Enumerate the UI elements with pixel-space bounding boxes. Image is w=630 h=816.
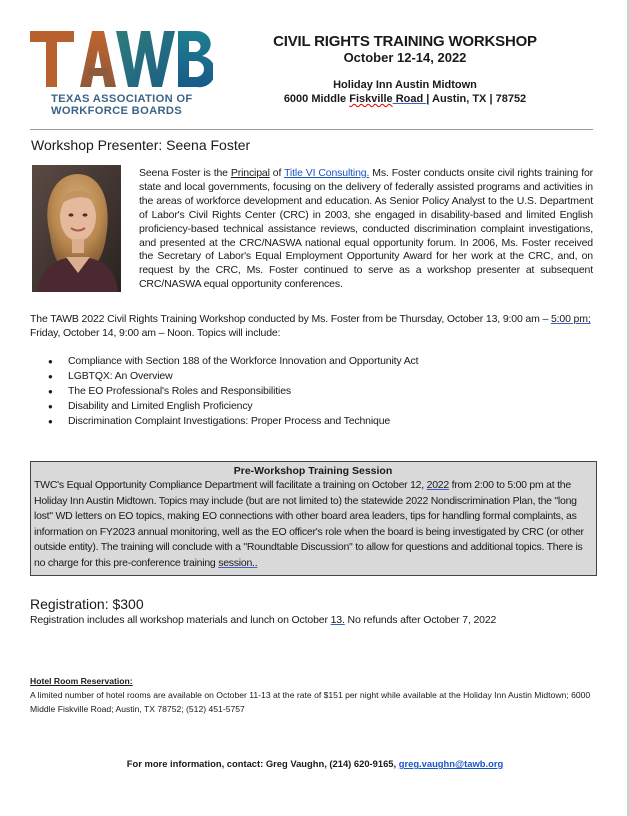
- presenter-portrait-icon: [32, 165, 121, 292]
- reg-date: 13.: [330, 614, 345, 626]
- presenter-photo: [32, 165, 121, 292]
- venue-name: Holiday Inn Austin Midtown: [333, 79, 477, 91]
- list-item: ● Discrimination Complaint Investigations: Proper Process and Technique: [48, 414, 418, 429]
- contact-email-link[interactable]: greg.vaughn@tawb.org: [398, 758, 504, 769]
- list-item: ● The EO Professional's Roles and Responsibilities: [48, 384, 418, 399]
- bio-text: Ms. Foster conducts onsite civil rights training for state and local governments, focusing on the delivery of federally assisted programs and activities in the areas of workforce development and education. As Senior Policy Analyst to the U.S. Department of Labor's Civil Rights Center (CRC) in 2003, she engaged in disability-based and limited English proficiency-based technical assistance reviews, conducted discrimination complaint investigations, and presented at the CRC/NASWA national equal opportunity forum. In 2006, Ms. Foster received the Secretary of Labor's Equal Employment Opportunity Award for her work at the CRC, and, on request by the CRC, Ms. Foster continued to serve as a workshop presenter at subsequent CRC/NASWA equal opportunity conferences.: [139, 167, 594, 291]
- venue-address: [255, 93, 555, 105]
- intro-time: 5:00 pm;: [550, 313, 591, 325]
- contact-text: For more information, contact: Greg Vaughn, (214) 620-9165,: [126, 758, 399, 769]
- tawb-logo: [28, 26, 213, 116]
- list-item: ● LGBTQX: An Overview: [48, 369, 418, 384]
- pre-workshop-title: Pre-Workshop Training Session: [233, 465, 393, 477]
- address-road: Road: [392, 93, 427, 105]
- bio-text: of: [269, 167, 285, 179]
- presenter-heading: Workshop Presenter: Seena Foster: [31, 137, 251, 153]
- workshop-title: CIVIL RIGHTS TRAINING WORKSHOP: [273, 33, 537, 50]
- address-part: 6000 Middle: [283, 93, 350, 105]
- reg-text: Registration includes all workshop materials and lunch on October: [30, 614, 331, 626]
- presenter-bio: [139, 167, 593, 292]
- address-city: | Austin, TX | 78752: [426, 93, 527, 105]
- title-vi-consulting-link[interactable]: Title VI Consulting.: [284, 167, 370, 179]
- intro-text: Friday, October 14, 9:00 am – Noon. Topics will include:: [30, 327, 281, 339]
- bio-principal: Principal: [230, 167, 270, 179]
- pre-text: from 2:00 to 5:00 pm at the Holiday Inn Austin Midtown. Topics may include (but are not limited to) the statewide 2022 Nondiscrimination Plan, the "long lost" WD letters on EO topics, making EO connections with other board area leaders, tips for handling formal complaints, as information on FY2023 annual monitoring, well as the EO officer's role when the board is being investigated by CRC (or other outside entity). The training will conclude with a "Roundtable Discussion" to allow for questions and additional topics. There is no charge for this pre-conference training: [34, 479, 584, 569]
- workshop-dates: October 12-14, 2022: [343, 50, 467, 65]
- tawb-wordmark-graphic: [28, 26, 213, 92]
- list-item: ● Disability and Limited English Proficiency: [48, 399, 418, 414]
- hotel-heading: Hotel Room Reservation:: [30, 676, 133, 686]
- topics-list: [48, 354, 418, 429]
- header-divider: [30, 129, 593, 130]
- workshop-intro: [30, 312, 595, 340]
- hotel-details: A limited number of hotel rooms are available on October 11-13 at the rate of $151 per night while available at the Holiday Inn Austin Midtown; 6000 Middle Fiskville Road; Austin, TX 78752; (512) 451-5757: [30, 690, 591, 714]
- pre-session: session..: [218, 556, 258, 569]
- pre-text: TWC's Equal Opportunity Compliance Department will facilitate a training on October 12,: [34, 479, 427, 491]
- pre-workshop-body: [34, 478, 592, 571]
- intro-text: The TAWB 2022 Civil Rights Training Workshop conducted by Ms. Foster from be Thursday, October 13, 9:00 am –: [30, 313, 551, 325]
- logo-text-line1: TEXAS ASSOCIATION OF: [51, 93, 193, 105]
- contact-line: [0, 758, 630, 769]
- logo-text-line2: WORKFORCE BOARDS: [51, 105, 182, 117]
- reg-text: No refunds after October 7, 2022: [344, 614, 497, 626]
- bio-text: Seena Foster is the: [139, 167, 231, 179]
- address-fiskville: Fiskville: [349, 93, 393, 105]
- pre-year: 2022: [426, 479, 449, 491]
- registration-details: [30, 614, 496, 626]
- list-item: ● Compliance with Section 188 of the Workforce Innovation and Opportunity Act: [48, 354, 418, 369]
- registration-heading: Registration: $300: [30, 596, 144, 612]
- pre-workshop-box: [30, 461, 597, 576]
